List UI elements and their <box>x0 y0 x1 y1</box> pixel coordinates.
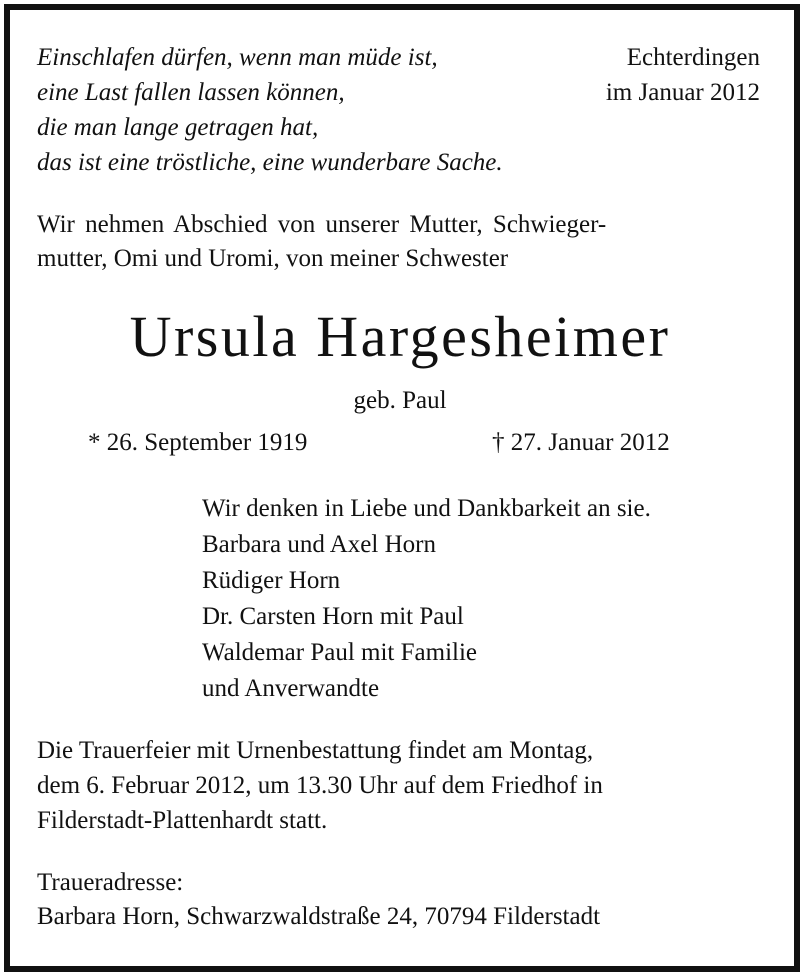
mourners-line: und Anverwandte <box>202 675 380 702</box>
mourners-line: Dr. Carsten Horn mit Paul <box>202 603 464 630</box>
poem-line: eine Last fallen lassen können, <box>37 79 345 106</box>
intro-line: Wir nehmen Abschied von unserer Mutter, Schwieger- <box>37 211 607 238</box>
funeral-line: dem 6. Februar 2012, um 13.30 Uhr auf dem Friedhof in <box>37 772 603 799</box>
mourners-line: Waldemar Paul mit Familie <box>202 639 478 666</box>
date: im Januar 2012 <box>605 79 760 106</box>
death-date: † 27. Januar 2012 <box>492 429 670 456</box>
mourners-line: Barbara und Axel Horn <box>202 531 436 558</box>
birth-date: * 26. September 1919 <box>88 429 308 456</box>
mourners-line: Rüdiger Horn <box>202 567 341 594</box>
deceased-name: Ursula Hargesheimer <box>129 304 671 369</box>
address-label: Traueradresse: <box>37 869 184 896</box>
maiden-name: geb. Paul <box>353 387 447 414</box>
mourners-line: Wir denken in Liebe und Dankbarkeit an sie. <box>202 495 651 522</box>
poem-line: die man lange getragen hat, <box>37 114 319 141</box>
poem-line: Einschlafen dürfen, wenn man müde ist, <box>37 44 438 71</box>
place: Echterdingen <box>626 44 760 71</box>
address-value: Barbara Horn, Schwarzwaldstraße 24, 70794 Filderstadt <box>37 903 601 930</box>
funeral-line: Die Trauerfeier mit Urnenbestattung findet am Montag, <box>37 737 594 764</box>
funeral-line: Filderstadt-Plattenhardt statt. <box>37 807 328 834</box>
poem-line: das ist eine tröstliche, eine wunderbare Sache. <box>37 149 503 176</box>
intro-line: mutter, Omi und Uromi, von meiner Schwester <box>37 245 509 272</box>
